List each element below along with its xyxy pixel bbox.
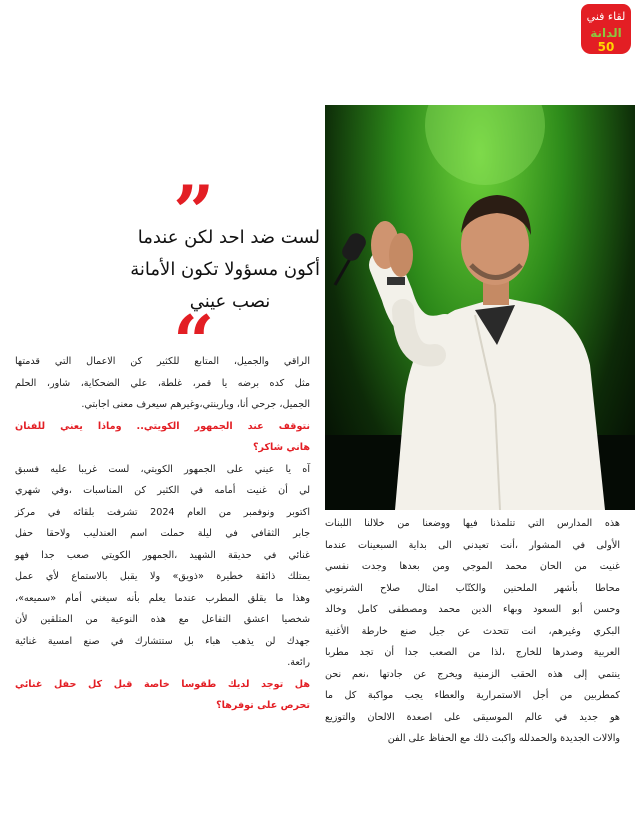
body-line: العربية وصدرها للخارج ،لذا من الصعب جدا أن تجد مطربا [325,647,620,658]
body-line: والالات الجديدة والحمدلله واكبت ذلك مع الحفاظ على الفن [387,733,620,744]
body-line: لي أن غنيت أمامه في الكثير كن المناسبات ،وفي شهري [15,485,310,496]
pull-quote-line: أكون مسؤولا تكون الأمانة [130,259,320,280]
body-line: الأولى في المشوار ،أنت تعيدني الى بداية السبعينات عندما [325,539,620,551]
interview-question: هاني شاكر؟ [252,442,310,453]
body-line: وهذا ما يقلق المطرب عندما يعلم بأنه سيغني أمام «سميعه»، [15,592,310,604]
section-badge [581,4,631,54]
body-line: اكتوبر ونوفمبر من العام 2024 تشرفت بلقائه في مركز [15,506,310,518]
article-column-right [325,513,620,750]
body-line: آه يا عيني على الجمهور الكويتي، لست غريبا عليه فسبق [15,463,310,475]
body-line: جهدك لن يذهب هباء بل ستتشارك في صنع امسية غنائية [15,635,310,647]
interview-question: تحرص على توفرها؟ [216,700,310,711]
body-line: هذه المدارس التي تتلمذنا فيها ووضعنا من خلالنا اللبنات [325,518,620,529]
body-line: الراقي والجميل، المتابع للكثير كن الاعمال التي قدمتها [15,356,310,367]
magazine-logo: الدانة [590,26,622,40]
interview-question: هل توجد لديك طقوسا خاصة قبل كل حفل غنائي [15,678,310,690]
body-line: جابر الثقافي في ليلة حملت اسم العندليب ولاحقا حفل [15,528,310,539]
body-line: مثل كده برضه يا قمر، غلطة، علي الضحكاية، شاور، الحلم [15,377,310,389]
quote-open-icon: ” [173,169,215,254]
body-line: غنيت من الحان محمد الموجي ومن بعدها وجدت نفسي [325,561,620,572]
pull-quote-line: نصب عيني [189,291,271,312]
pull-quote-line: لست ضد احد لكن عندما [137,227,320,248]
singer-photo [325,105,635,510]
quote-close-icon: “ [173,299,215,384]
article-column-left [15,351,310,717]
body-line: محاطا بأشهر الملحنين والكتّاب امثال صلاح الشرنوبي [325,582,620,594]
interview-question: نتوقف عند الجمهور الكويتي.. وماذا يعني للفنان [15,420,310,432]
body-line: وحسن أبو السعود وبهاء الدين محمد ومصطفى كامل وخالد [325,604,620,615]
body-line: هو جديد في عالم الموسيقى على اصعدة الالحان والتوزيع [325,711,620,723]
body-line: غنائي في حديقة الشهيد ،الجمهور الكويتي صعب جدا فهو [15,549,310,561]
body-line: يمتلك ذائقة خطيرة «ذويق» ولا يقبل بالاستماع لأي عمل [15,571,310,582]
page-number: 50 [597,40,615,54]
pull-quote [130,222,320,318]
singer-illustration [325,105,635,510]
body-line: رائعة. [287,657,310,668]
body-line: الجميل، جرحي أنا، ويارينتي،وغيرهم سيعرف معنى اجابتي. [81,399,310,410]
body-line: ينتمي إلى هذه الحقب الزمنية ويخرج عن جادتها ،نعم نحن [325,668,620,680]
section-title: لقاء فني [586,10,626,23]
body-line: البكري وغيرهم، انت تتحدث عن جيل صنع خارطة الأغنية [325,625,620,637]
body-line: كمطربين من أجل الاستمرارية والعطاء يجب مواكبة كل ما [325,690,620,701]
body-line: شخصيا اعشق التفاعل مع هذه النوعية من المتلقين لأن [15,614,310,625]
